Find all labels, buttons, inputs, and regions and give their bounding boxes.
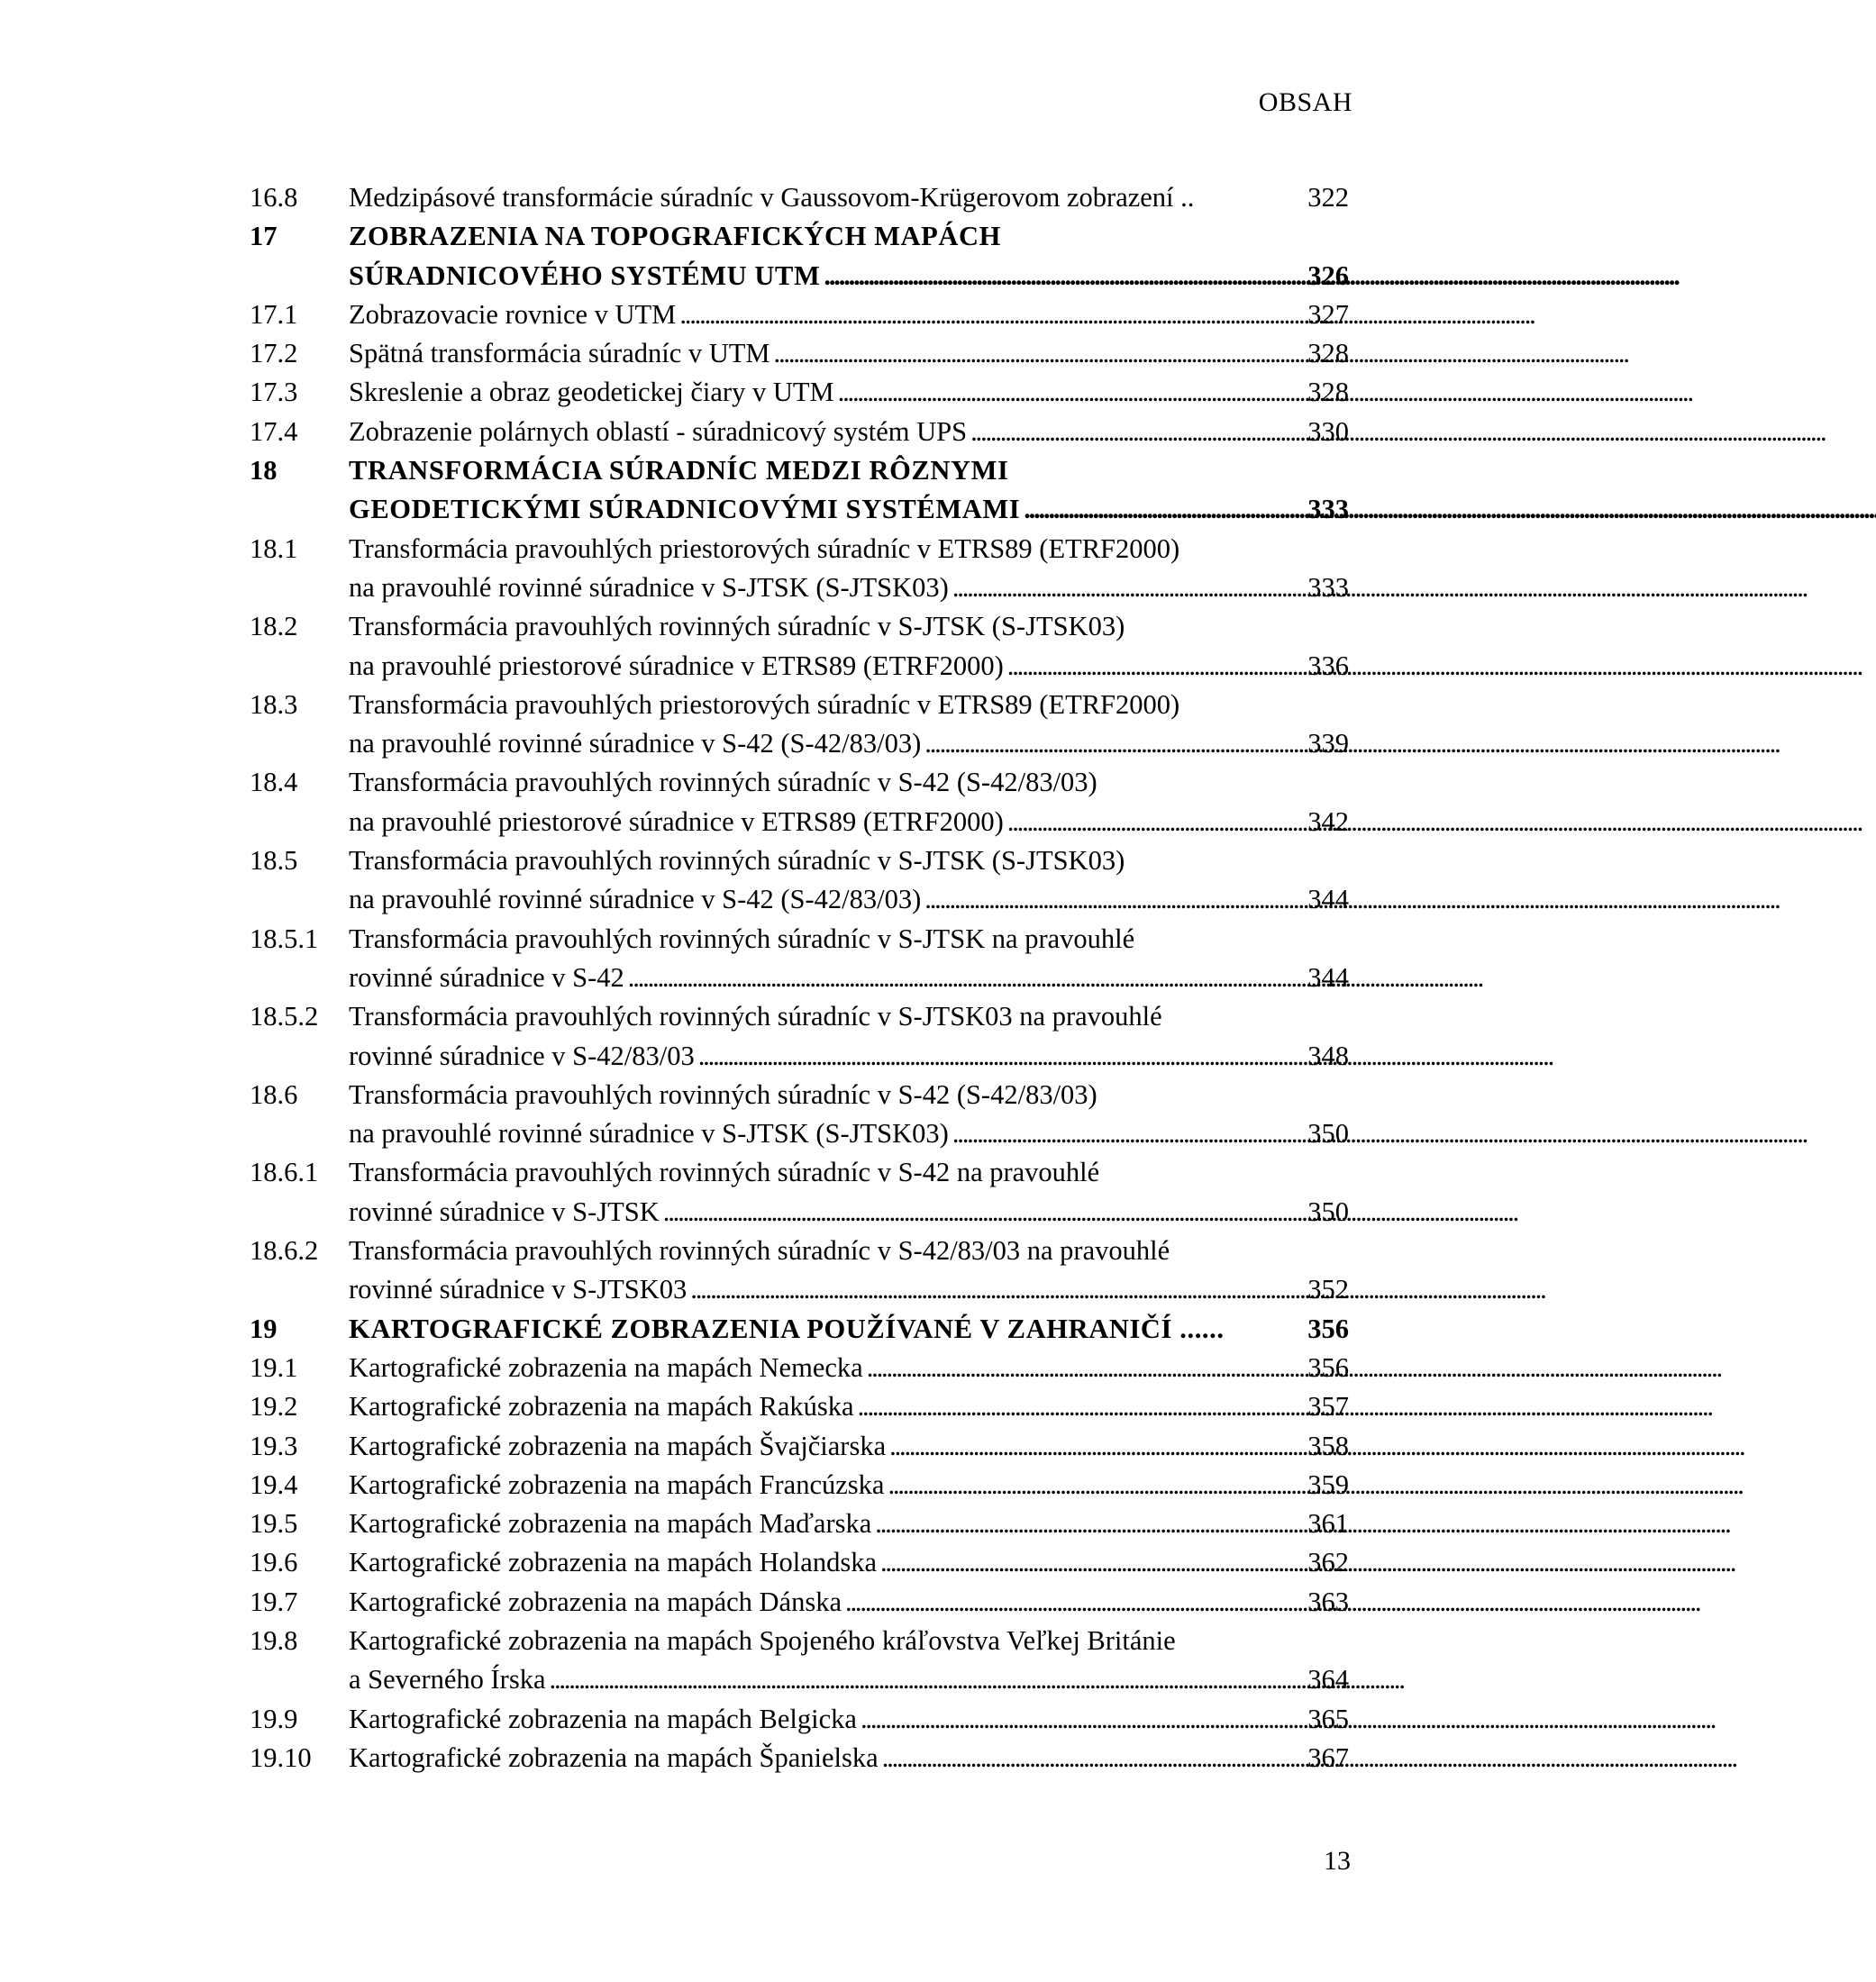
toc-page-number: 364	[1307, 1664, 1349, 1696]
toc-page-number: 322	[1307, 182, 1349, 213]
toc-line	[250, 1270, 1349, 1309]
toc-page-number: 365	[1307, 1703, 1349, 1734]
toc-leader-dots	[858, 1387, 1273, 1426]
toc-leader-dots	[679, 295, 1273, 334]
toc-entry[interactable]	[250, 373, 1349, 412]
toc-entry[interactable]	[250, 1505, 1349, 1543]
toc-entry-title: Transformácia pravouhlých rovinných súradníc v S-JTSK na pravouhlé	[349, 923, 1135, 954]
toc-page-number: 330	[1307, 415, 1349, 447]
toc-page-number: 356	[1307, 1351, 1349, 1383]
toc-entry-title: Kartografické zobrazenia na mapách Belgicka	[349, 1703, 857, 1734]
toc-line	[250, 880, 1349, 919]
toc-entry-title: Kartografické zobrazenia na mapách Švajčiarska	[349, 1430, 887, 1461]
toc-entry[interactable]	[250, 763, 1349, 841]
toc-entry[interactable]	[250, 451, 1349, 530]
toc-line	[250, 1114, 1349, 1153]
toc-line	[250, 1739, 1349, 1777]
toc-page-number: 350	[1307, 1118, 1349, 1150]
toc-page-number: 326	[1307, 259, 1349, 291]
toc-entry-title: Kartografické zobrazenia na mapách Maďarska	[349, 1508, 872, 1540]
toc-entry-title: Kartografické zobrazenia na mapách Spojeného kráľovstva Veľkej Británie	[349, 1624, 1176, 1656]
toc-page-number: 352	[1307, 1274, 1349, 1305]
toc-entry-number: 18.1	[250, 532, 298, 564]
toc-entry[interactable]	[250, 217, 1349, 295]
toc-page-number: 328	[1307, 377, 1349, 408]
toc-entry[interactable]	[250, 1387, 1349, 1426]
toc-line	[250, 607, 1349, 646]
toc-line	[250, 763, 1349, 802]
toc-entry-title: Transformácia pravouhlých priestorových súradníc v ETRS89 (ETRF2000)	[349, 688, 1180, 720]
toc-entry-number: 19.2	[250, 1391, 298, 1423]
toc-leader-dots	[888, 1466, 1273, 1505]
toc-entry-title: na pravouhlé priestorové súradnice v ETRS89 (ETRF2000)	[349, 805, 1004, 837]
toc-leader-dots	[875, 1505, 1273, 1543]
toc-leader-dots	[889, 1427, 1273, 1466]
toc-entry[interactable]	[250, 1700, 1349, 1739]
toc-line	[250, 920, 1349, 959]
toc-entry-title: rovinné súradnice v S-42	[349, 961, 624, 993]
toc-line	[250, 1037, 1349, 1076]
toc-page-number: 367	[1307, 1741, 1349, 1773]
toc-leader-dots	[1007, 647, 1273, 686]
toc-entry-title: SÚRADNICOVÉHO SYSTÉMU UTM	[349, 259, 821, 291]
toc-line	[250, 686, 1349, 724]
toc-entry-title: Zobrazenie polárnych oblastí - súradnicový systém UPS	[349, 415, 968, 447]
toc-entry-title: Kartografické zobrazenia na mapách Holandska	[349, 1547, 877, 1578]
toc-entry-number: 19.3	[250, 1430, 298, 1461]
toc-leader-dots	[861, 1700, 1273, 1739]
toc-line	[250, 803, 1349, 841]
toc-line	[250, 490, 1349, 529]
toc-entry-number: 19.5	[250, 1508, 298, 1540]
toc-entry-title: Transformácia pravouhlých rovinných súradníc v S-42 na pravouhlé	[349, 1157, 1100, 1188]
toc-entry[interactable]	[250, 1153, 1349, 1232]
toc-line	[250, 1583, 1349, 1622]
toc-page-number: 358	[1307, 1430, 1349, 1461]
toc-entry-title: Spätná transformácia súradníc v UTM	[349, 338, 770, 369]
toc-page-number: 361	[1307, 1508, 1349, 1540]
toc-leader-dots	[774, 334, 1273, 373]
toc-entry-number: 18.2	[250, 611, 298, 642]
table-of-contents	[250, 178, 1349, 1777]
toc-entry[interactable]	[250, 607, 1349, 686]
toc-entry[interactable]	[250, 1349, 1349, 1387]
toc-entry[interactable]	[250, 334, 1349, 373]
toc-entry-number: 18.3	[250, 688, 298, 720]
toc-page-number: 350	[1307, 1196, 1349, 1227]
toc-line	[250, 334, 1349, 373]
toc-entry-number: 19.7	[250, 1586, 298, 1617]
toc-line	[250, 1466, 1349, 1505]
toc-entry-number: 17	[250, 221, 278, 252]
toc-entry-title: Kartografické zobrazenia na mapách Francúzska	[349, 1468, 885, 1500]
toc-entry-title: Transformácia pravouhlých rovinných súradníc v S-42/83/03 na pravouhlé	[349, 1235, 1170, 1267]
toc-line	[250, 413, 1349, 451]
toc-leader-dots	[867, 1349, 1273, 1387]
toc-leader-dots	[1007, 803, 1273, 841]
toc-entry-title: Medzipásové transformácie súradníc v Gaussovom-Krügerovom zobrazení ..	[349, 182, 1195, 213]
toc-entry-number: 18.6.2	[250, 1235, 319, 1267]
toc-entry-number: 17.4	[250, 415, 298, 447]
toc-entry-title: Transformácia pravouhlých priestorových súradníc v ETRS89 (ETRF2000)	[349, 532, 1180, 564]
toc-line	[250, 997, 1349, 1036]
toc-entry-title: TRANSFORMÁCIA SÚRADNÍC MEDZI RÔZNYMI	[349, 455, 1009, 486]
toc-entry[interactable]	[250, 686, 1349, 764]
toc-entry[interactable]	[250, 1543, 1349, 1582]
toc-page-number: 344	[1307, 884, 1349, 915]
toc-line	[250, 1193, 1349, 1232]
toc-page-number: 327	[1307, 298, 1349, 330]
toc-entry-number: 19.10	[250, 1741, 312, 1773]
toc-entry[interactable]	[250, 1232, 1349, 1310]
toc-entry-title: Transformácia pravouhlých rovinných súradníc v S-JTSK (S-JTSK03)	[349, 845, 1125, 877]
toc-entry-title: Transformácia pravouhlých rovinných súradníc v S-JTSK03 na pravouhlé	[349, 1001, 1162, 1032]
toc-entry-title: Kartografické zobrazenia na mapách Nemecka	[349, 1351, 863, 1383]
running-header: OBSAH	[1258, 87, 1352, 117]
toc-leader-dots	[838, 373, 1273, 412]
toc-page-number: 336	[1307, 650, 1349, 681]
toc-line	[250, 451, 1349, 490]
toc-entry-number: 19	[250, 1313, 278, 1344]
toc-entry-title: na pravouhlé rovinné súradnice v S-JTSK (S-JTSK03)	[349, 571, 949, 603]
toc-line	[250, 1387, 1349, 1426]
toc-entry[interactable]	[250, 1310, 1349, 1349]
toc-line	[250, 373, 1349, 412]
toc-leader-dots	[628, 959, 1273, 997]
toc-line	[250, 178, 1349, 217]
toc-line	[250, 1349, 1349, 1387]
toc-entry-title: rovinné súradnice v S-JTSK03	[349, 1274, 688, 1305]
toc-entry-number: 18.5.1	[250, 923, 319, 954]
toc-page-number: 328	[1307, 338, 1349, 369]
toc-entry[interactable]	[250, 920, 1349, 998]
toc-page-number: 359	[1307, 1468, 1349, 1500]
toc-line	[250, 1427, 1349, 1466]
toc-entry-title: Transformácia pravouhlých rovinných súradníc v S-42 (S-42/83/03)	[349, 1078, 1097, 1110]
toc-entry[interactable]	[250, 413, 1349, 451]
toc-entry-title: Kartografické zobrazenia na mapách Dánska	[349, 1586, 842, 1617]
toc-line	[250, 841, 1349, 880]
toc-entry-number: 18.5	[250, 845, 298, 877]
toc-entry-title: Kartografické zobrazenia na mapách Rakúska	[349, 1391, 854, 1423]
toc-leader-dots	[824, 257, 1273, 295]
toc-page-number: 333	[1307, 571, 1349, 603]
toc-entry-title: GEODETICKÝMI SÚRADNICOVÝMI SYSTÉMAMI	[349, 494, 1021, 525]
toc-entry-number: 19.9	[250, 1703, 298, 1734]
toc-page-number: 348	[1307, 1040, 1349, 1071]
toc-entry-number: 19.4	[250, 1468, 298, 1500]
toc-entry-number: 17.1	[250, 298, 298, 330]
toc-entry-title: Skreslenie a obraz geodetickej čiary v UTM	[349, 377, 834, 408]
toc-entry[interactable]	[250, 997, 1349, 1076]
toc-page-number: 333	[1307, 494, 1349, 525]
toc-line	[250, 530, 1349, 568]
toc-line	[250, 1153, 1349, 1192]
toc-leader-dots	[924, 724, 1273, 763]
toc-entry-number: 19.6	[250, 1547, 298, 1578]
toc-entry-number: 17.2	[250, 338, 298, 369]
toc-entry-title: KARTOGRAFICKÉ ZOBRAZENIA POUŽÍVANÉ V ZAHRANIČÍ ......	[349, 1313, 1225, 1344]
toc-leader-dots	[924, 880, 1273, 919]
toc-page-number: 363	[1307, 1586, 1349, 1617]
toc-leader-dots	[970, 413, 1273, 451]
toc-line	[250, 1076, 1349, 1114]
toc-leader-dots	[845, 1583, 1273, 1622]
toc-entry[interactable]	[250, 841, 1349, 920]
toc-entry-number: 19.1	[250, 1351, 298, 1383]
toc-entry-number: 18.6	[250, 1078, 298, 1110]
toc-leader-dots	[952, 568, 1273, 607]
toc-entry-title: na pravouhlé rovinné súradnice v S-42 (S-42/83/03)	[349, 884, 922, 915]
toc-entry-title: rovinné súradnice v S-JTSK	[349, 1196, 660, 1227]
toc-entry-title: Transformácia pravouhlých rovinných súradníc v S-42 (S-42/83/03)	[349, 767, 1097, 798]
toc-line	[250, 1700, 1349, 1739]
toc-leader-dots	[880, 1543, 1273, 1582]
toc-entry[interactable]	[250, 295, 1349, 334]
toc-entry-number: 17.3	[250, 377, 298, 408]
toc-line	[250, 1505, 1349, 1543]
toc-line	[250, 295, 1349, 334]
toc-entry[interactable]	[250, 530, 1349, 608]
toc-page-number: 362	[1307, 1547, 1349, 1578]
toc-entry-title: Transformácia pravouhlých rovinných súradníc v S-JTSK (S-JTSK03)	[349, 611, 1125, 642]
toc-leader-dots	[690, 1270, 1273, 1309]
toc-line	[250, 1622, 1349, 1660]
toc-entry[interactable]	[250, 1466, 1349, 1505]
toc-line	[250, 1543, 1349, 1582]
toc-page-number: 356	[1307, 1313, 1349, 1344]
toc-entry-title: Kartografické zobrazenia na mapách Španielska	[349, 1741, 879, 1773]
toc-page-number: 342	[1307, 805, 1349, 837]
toc-entry-number: 16.8	[250, 182, 298, 213]
toc-leader-dots	[1024, 490, 1273, 529]
toc-line	[250, 1310, 1349, 1349]
toc-entry[interactable]	[250, 1622, 1349, 1700]
toc-entry[interactable]	[250, 1583, 1349, 1622]
toc-entry[interactable]	[250, 1427, 1349, 1466]
toc-entry-number: 19.8	[250, 1624, 298, 1656]
toc-line	[250, 647, 1349, 686]
toc-entry-title: na pravouhlé rovinné súradnice v S-JTSK (S-JTSK03)	[349, 1118, 949, 1150]
toc-entry-title: a Severného Írska	[349, 1664, 546, 1696]
toc-entry[interactable]	[250, 178, 1349, 217]
toc-entry-title: na pravouhlé rovinné súradnice v S-42 (S-42/83/03)	[349, 728, 922, 759]
toc-line	[250, 257, 1349, 295]
toc-page-number: 357	[1307, 1391, 1349, 1423]
page-number: 13	[1324, 1846, 1351, 1876]
toc-leader-dots	[663, 1193, 1273, 1232]
toc-entry-title: na pravouhlé priestorové súradnice v ETRS89 (ETRF2000)	[349, 650, 1004, 681]
toc-entry-number: 18.4	[250, 767, 298, 798]
toc-entry-number: 18	[250, 455, 278, 486]
toc-line	[250, 217, 1349, 256]
toc-leader-dots	[882, 1739, 1273, 1777]
toc-entry[interactable]	[250, 1739, 1349, 1777]
toc-page-number: 339	[1307, 728, 1349, 759]
toc-line	[250, 724, 1349, 763]
toc-line	[250, 959, 1349, 997]
toc-leader-dots	[550, 1660, 1274, 1699]
toc-line	[250, 1660, 1349, 1699]
toc-entry-number: 18.5.2	[250, 1001, 319, 1032]
toc-entry-number: 18.6.1	[250, 1157, 319, 1188]
toc-leader-dots	[952, 1114, 1273, 1153]
toc-leader-dots	[698, 1037, 1273, 1076]
toc-entry-title: ZOBRAZENIA NA TOPOGRAFICKÝCH MAPÁCH	[349, 221, 1001, 252]
toc-page-number: 344	[1307, 961, 1349, 993]
toc-entry-title: rovinné súradnice v S-42/83/03	[349, 1040, 695, 1071]
toc-line	[250, 568, 1349, 607]
toc-line	[250, 1232, 1349, 1270]
toc-entry[interactable]	[250, 1076, 1349, 1154]
toc-entry-title: Zobrazovacie rovnice v UTM	[349, 298, 677, 330]
